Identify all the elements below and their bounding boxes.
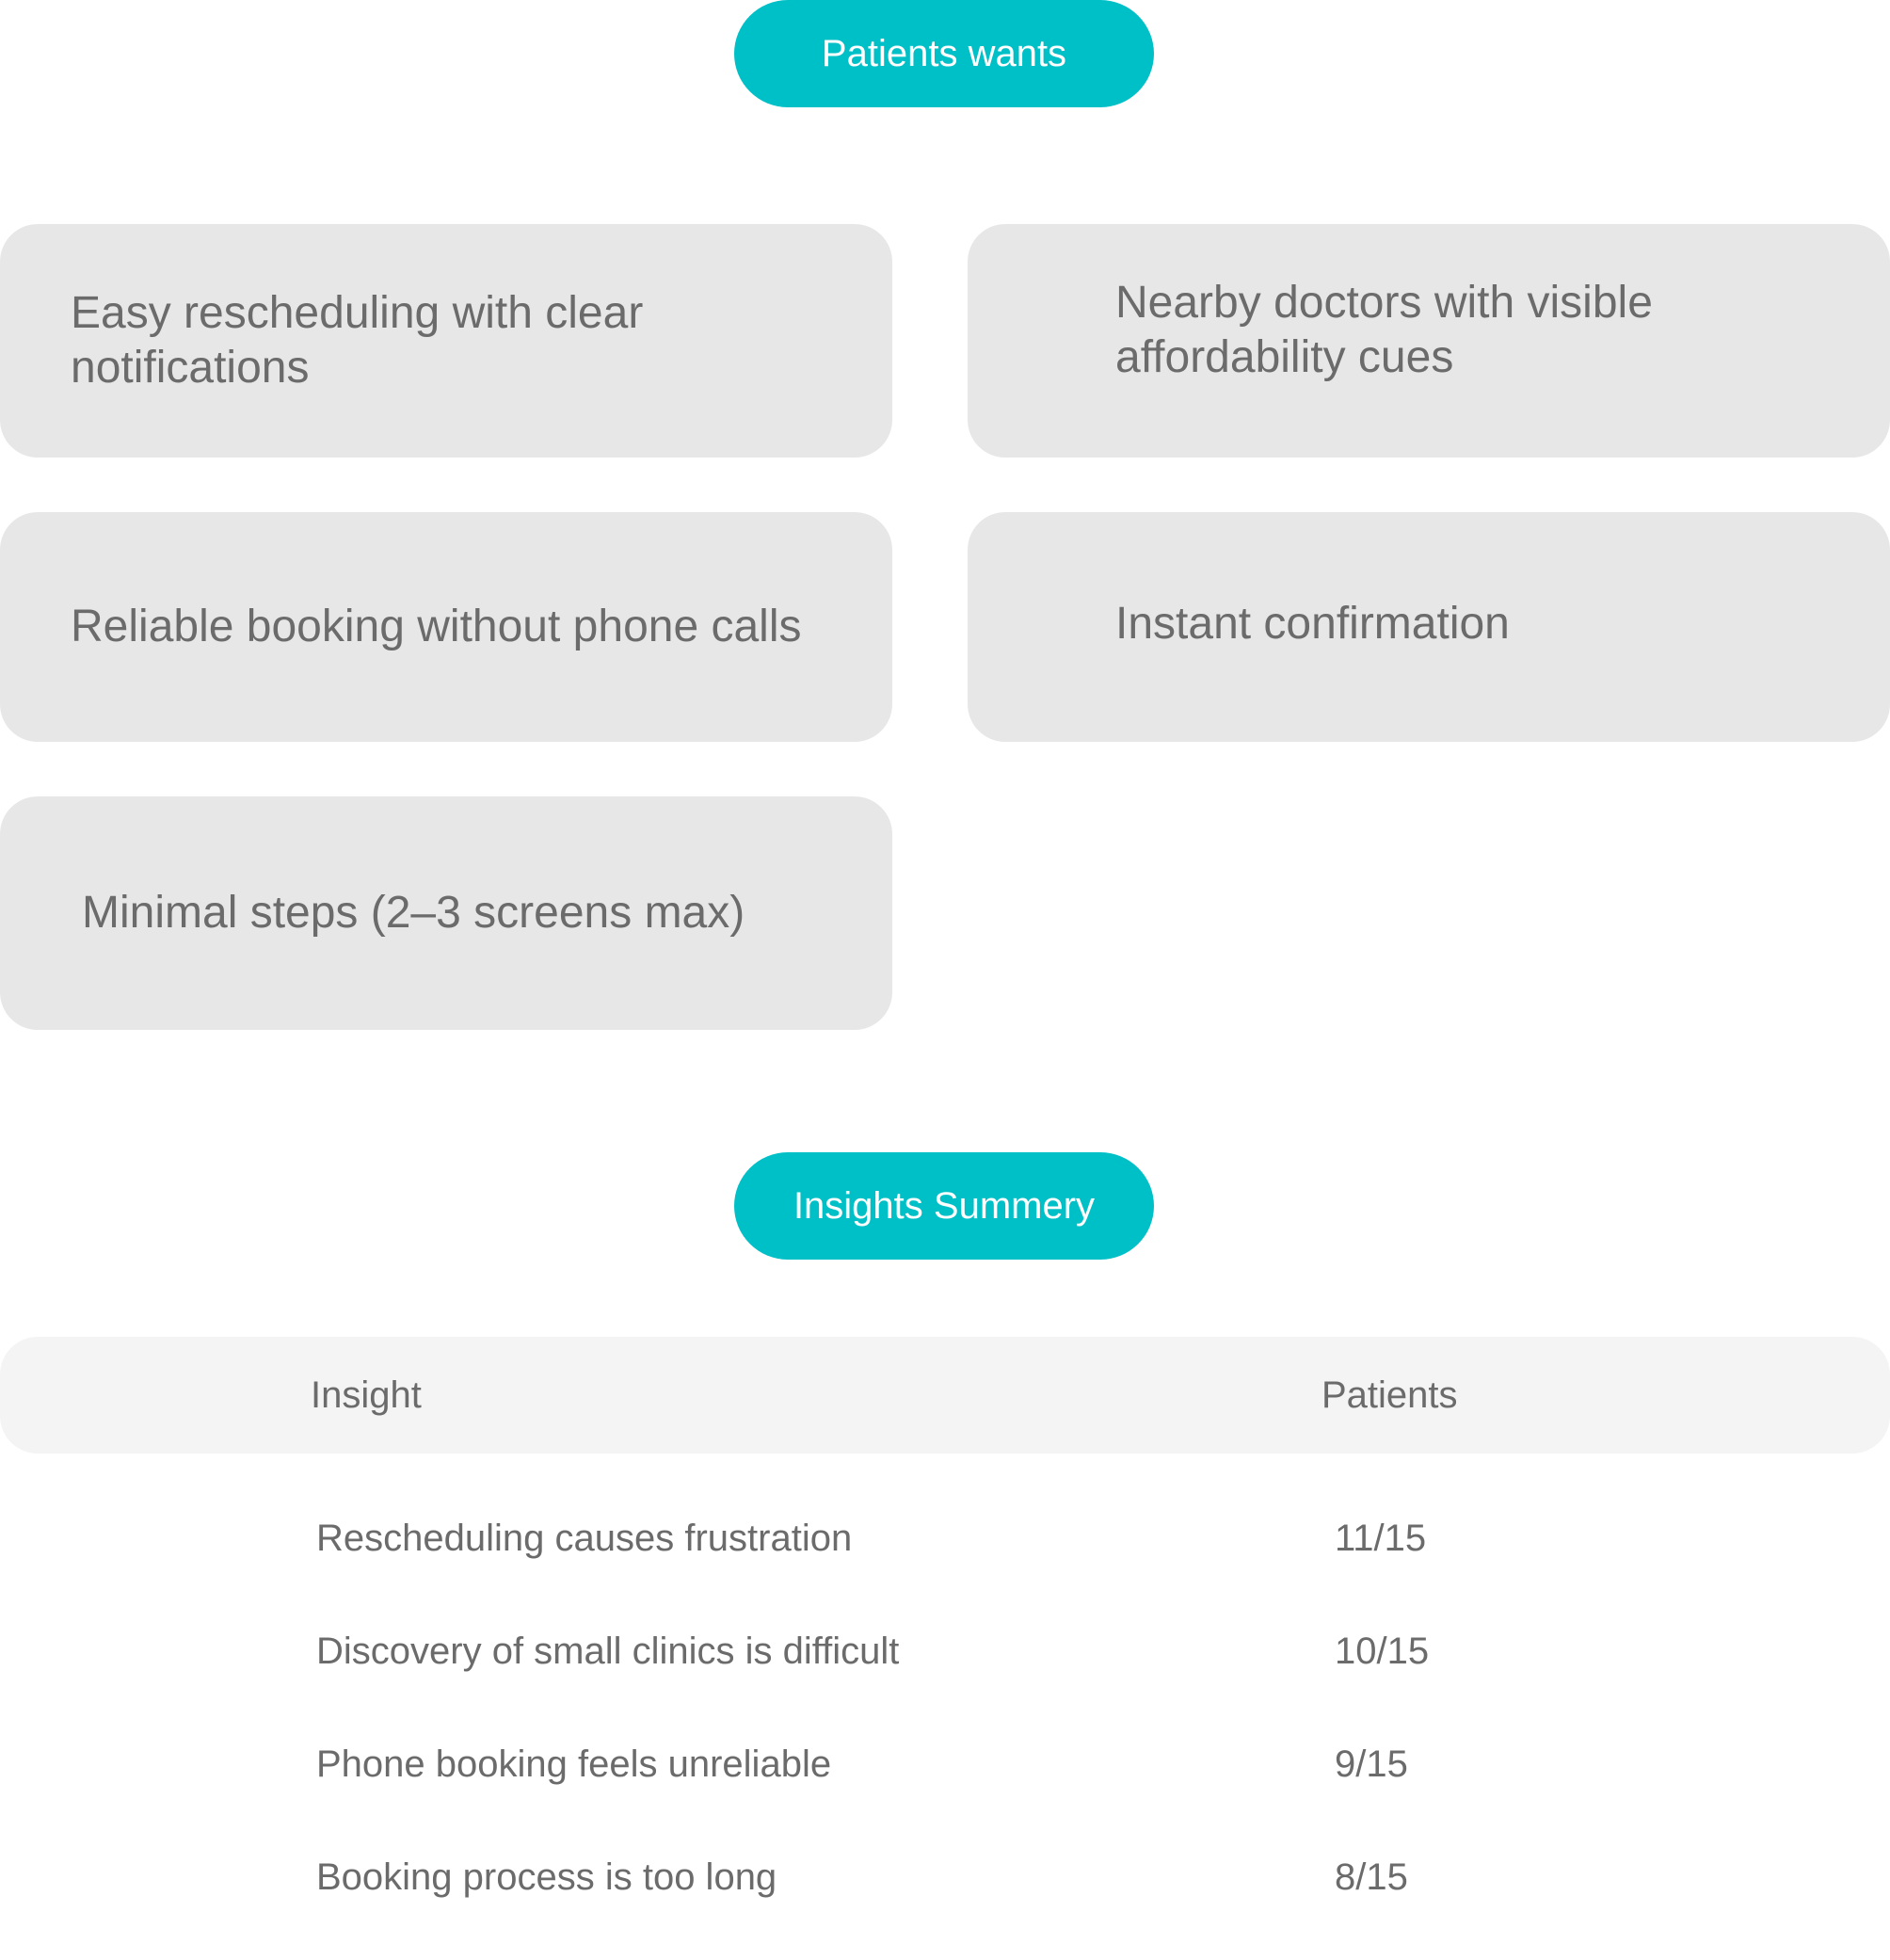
patients-count-cell: 8/15 [1335, 1856, 1408, 1898]
patients-wants-label: Patients wants [821, 32, 1067, 74]
want-card-reliable-booking [0, 512, 892, 742]
want-card-nearby-doctors [968, 224, 1890, 458]
column-header-insight: Insight [311, 1374, 422, 1416]
insights-summary-label: Insights Summery [793, 1184, 1096, 1227]
table-row [0, 1501, 1890, 1576]
want-card-text: Instant confirmation [1115, 599, 1510, 649]
table-row [0, 1840, 1890, 1915]
patients-count-cell: 11/15 [1335, 1517, 1427, 1559]
patients-wants-badge [734, 0, 1154, 107]
insights-table-header [0, 1337, 1890, 1454]
column-header-patients: Patients [1321, 1374, 1458, 1416]
want-card-text: Easy rescheduling with clear notifications [71, 288, 644, 393]
insight-cell: Phone booking feels unreliable [316, 1743, 832, 1785]
insight-cell: Discovery of small clinics is difficult [316, 1630, 900, 1672]
patients-count-cell: 9/15 [1335, 1743, 1408, 1785]
table-row [0, 1727, 1890, 1802]
patients-count-cell: 10/15 [1335, 1630, 1430, 1672]
want-card-text: Nearby doctors with visible affordability cues [1115, 278, 1653, 382]
want-card-instant-confirmation [968, 512, 1890, 742]
table-row [0, 1614, 1890, 1689]
insight-cell: Booking process is too long [316, 1856, 777, 1898]
want-card-text: Minimal steps (2–3 screens max) [82, 888, 745, 938]
want-card-minimal-steps [0, 796, 892, 1030]
insights-summary-badge [734, 1152, 1154, 1260]
want-card-text: Reliable booking without phone calls [71, 602, 802, 651]
insight-cell: Rescheduling causes frustration [316, 1517, 853, 1559]
want-card-rescheduling [0, 224, 892, 458]
